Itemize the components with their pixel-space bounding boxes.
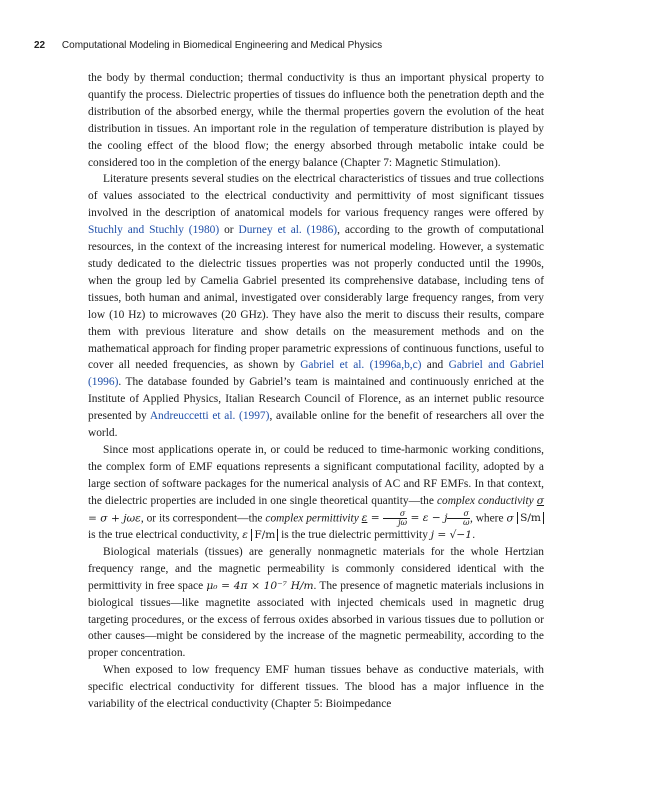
paragraph-2	[88, 171, 544, 442]
citation-link[interactable]: Gabriel et al. (1996a,b,c)	[300, 359, 422, 372]
running-header	[34, 40, 382, 51]
math-symbol: ε	[361, 512, 368, 525]
paragraph-3	[88, 442, 544, 544]
citation-link[interactable]: Andreuccetti et al. (1997)	[149, 410, 270, 423]
term-complex-conductivity: complex conductivity	[436, 494, 534, 507]
citation-link[interactable]: Stuchly and Stuchly (1980)	[88, 224, 220, 237]
text-run: . The database founded by Gabriel’s team is maintained and continuously enriched at the Institute of Applied Physics, Italian Research Council of Florence, as an internet public resource presented by	[88, 376, 544, 423]
equation-complex-permittivity: ε = $\frac{\sigma}{j\omega}$ = ε − j $\frac{\sigma}{\omega}$	[361, 508, 470, 527]
text-run: or	[219, 224, 239, 237]
paragraph-4	[88, 544, 544, 662]
math-symbol: σ	[506, 512, 518, 525]
fraction-numerator: σ	[383, 510, 407, 519]
text-run: . The presence of magnetic materials inclusions in biological tissues—like magnetite associated with injected chemicals used in magnetic drug targeting procedures, or the excess of ferrous oxides absorbed in various tissues due to pollution or other causes—might be considered by the increase of the magnetic permeability, according to the proper concentration.	[88, 579, 544, 660]
math-symbol: ε	[242, 528, 252, 541]
math-fraction	[447, 510, 469, 527]
page-number: 22	[34, 40, 46, 51]
text-run: Literature presents several studies on the electrical characteristics of tissues and true collections of values associated to the electrical conductivity and permittivity of most significant tissues involved in the description of anatomical models for various frequency ranges were offered by	[88, 173, 544, 220]
math-text: = ε − j	[407, 512, 448, 525]
text-run: , available online for the benefit of researchers all over the world.	[88, 410, 544, 440]
text-run: , according to the growth of computational resources, in the context of the increasing interest for numerical modeling. However, a systematic study dedicated to the dielectric tissues properties was not properly conducted until the 1990s, when the group led by Camelia Gabriel presented its comprehensive database, including tens of tissues, both human and animal, investigated over considerably large frequency ranges, from very low (10 Hz) to microwaves (20 GHz). They have also the merit to discuss their results, compare them with previous literature and show details on the measurement methods and on the mathematical approach for finding proper parametric expressions of continuous functions, useful to cover all needed frequencies, as shown by	[88, 224, 544, 372]
text-run: , where	[469, 512, 507, 525]
unit-bracket: F/m	[251, 529, 278, 541]
body-text	[88, 70, 544, 713]
text-run: is the true dielectric permittivity	[278, 528, 431, 541]
term-complex-permittivity: complex permittivity	[265, 512, 359, 525]
text-run: Since most applications operate in, or could be reduced to time-harmonic working conditions, the complex form of EMF equations represents a significant computational facility, adopted by a large section of software packages for the numerical analysis of AC and RF EMFs. In that context, the dielectric properties are included in one single theoretical quantity—the	[88, 443, 544, 507]
paragraph-1: the body by thermal conduction; thermal conductivity is thus an important physical property to quantify the process. Dielectric properties of tissues do influence both the penetration depth and the distribution of the absorbed energy, while the thermal properties govern the evolution of the heat distribution in tissues. An important role in the regulation of temperature distribution is played by the cooling effect of the blood flow; the energy absorbed through metabolic intake could be considered too in the completion of the energy balance (Chapter 7: Magnetic Stimulation).	[88, 72, 544, 169]
fraction-denominator: jω	[398, 517, 408, 527]
math-fraction	[383, 510, 407, 527]
equation-imaginary-unit: j = √−1.	[430, 528, 476, 541]
text-run: , or its correspondent—the	[140, 512, 266, 525]
citation-link[interactable]: Durney et al. (1986)	[238, 224, 338, 237]
unit-bracket: S/m	[517, 512, 544, 524]
text-run: is the true electrical conductivity,	[88, 528, 243, 541]
text-run: Biological materials (tissues) are generally nonmagnetic materials for the whole Hertzian frequency range, and the magnetic permeability is commonly considered identical with the permittivity in free space	[88, 545, 544, 592]
paragraph-5: When exposed to low frequency EMF human tissues behave as conductive materials, with specific electrical conductivity for different tissues. The blood has a major influence in the variability of the electrical conductivity (Chapter 5: Bioimpedance	[88, 664, 544, 711]
fraction-numerator: σ	[447, 510, 469, 519]
math-symbol: σ	[536, 494, 545, 507]
running-title: Computational Modeling in Biomedical Engineering and Medical Physics	[61, 40, 383, 51]
fraction-denominator: ω	[462, 517, 470, 527]
text-run: and	[421, 359, 449, 372]
citation-link[interactable]: Gabriel and Gabriel (1996)	[88, 359, 545, 389]
math-text: = σ + jωε	[88, 512, 141, 525]
equation-mu0: μ₀ = 4π × 10⁻⁷ H/m	[206, 579, 314, 592]
